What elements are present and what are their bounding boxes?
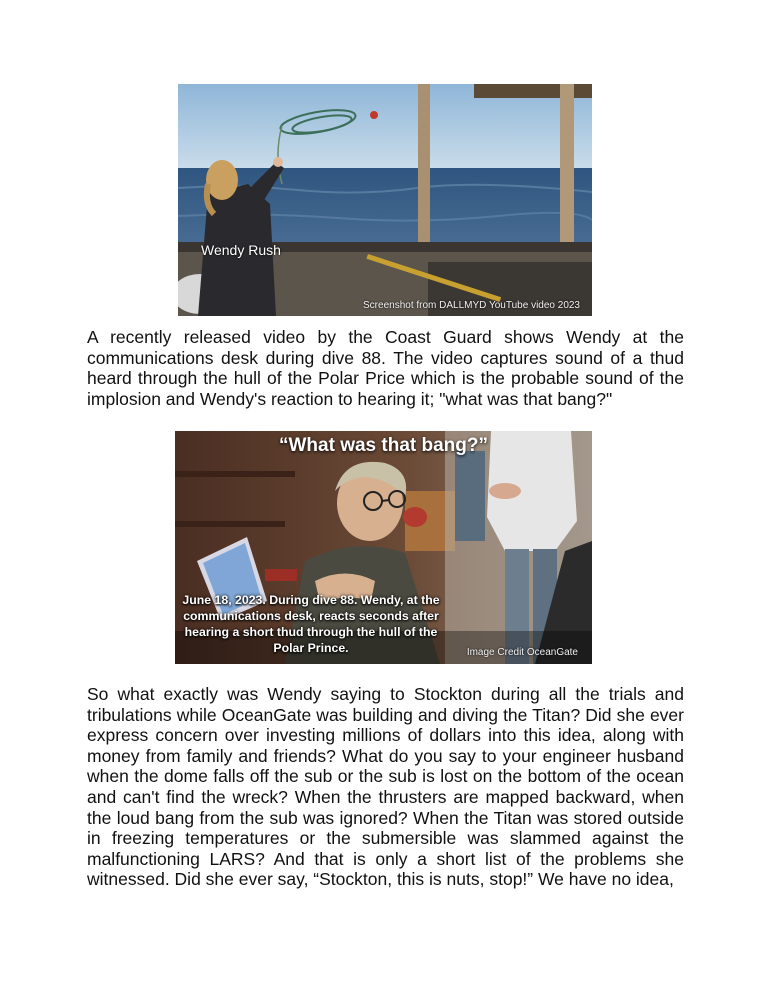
- image-credit: Screenshot from DALLMYD YouTube video 2023: [363, 300, 580, 311]
- figure-boat-deck-photo: [178, 84, 592, 316]
- photo-caption: June 18, 2023. During dive 88. Wendy, at the communications desk, reacts seconds after hearing a short thud through the hull of the Polar Prince.: [182, 593, 440, 655]
- quote-overlay: “What was that bang?”: [279, 435, 488, 456]
- person-name-label: Wendy Rush: [201, 242, 281, 258]
- body-paragraph-1: A recently released video by the Coast Guard shows Wendy at the communications desk during dive 88. The video captures sound of a thud heard through the hull of the Polar Price which is the probable sound of the implosion and Wendy's reaction to hearing it; "what was that bang?": [87, 327, 684, 409]
- figure-communications-desk-photo: [175, 431, 592, 664]
- boat-deck-illustration: [178, 84, 592, 316]
- body-paragraph-2: So what exactly was Wendy saying to Stockton during all the trials and tribulations while OceanGate was building and diving the Titan? Did she ever express concern over investing millions of dollars into this idea, along with money from family and friends? What do you say to your engineer husband when the dome falls off the sub or the sub is lost on the bottom of the ocean and can't find the wreck? When the thrusters are mapped backward, when the loud bang from the sub was ignored? When the Titan was stored outside in freezing temperatures or the submersible was slammed against the malfunctioning LARS? And that is only a short list of the problems she witnessed. Did she ever say, “Stockton, this is nuts, stop!” We have no idea,: [87, 684, 684, 890]
- image-credit: Image Credit OceanGate: [466, 647, 578, 658]
